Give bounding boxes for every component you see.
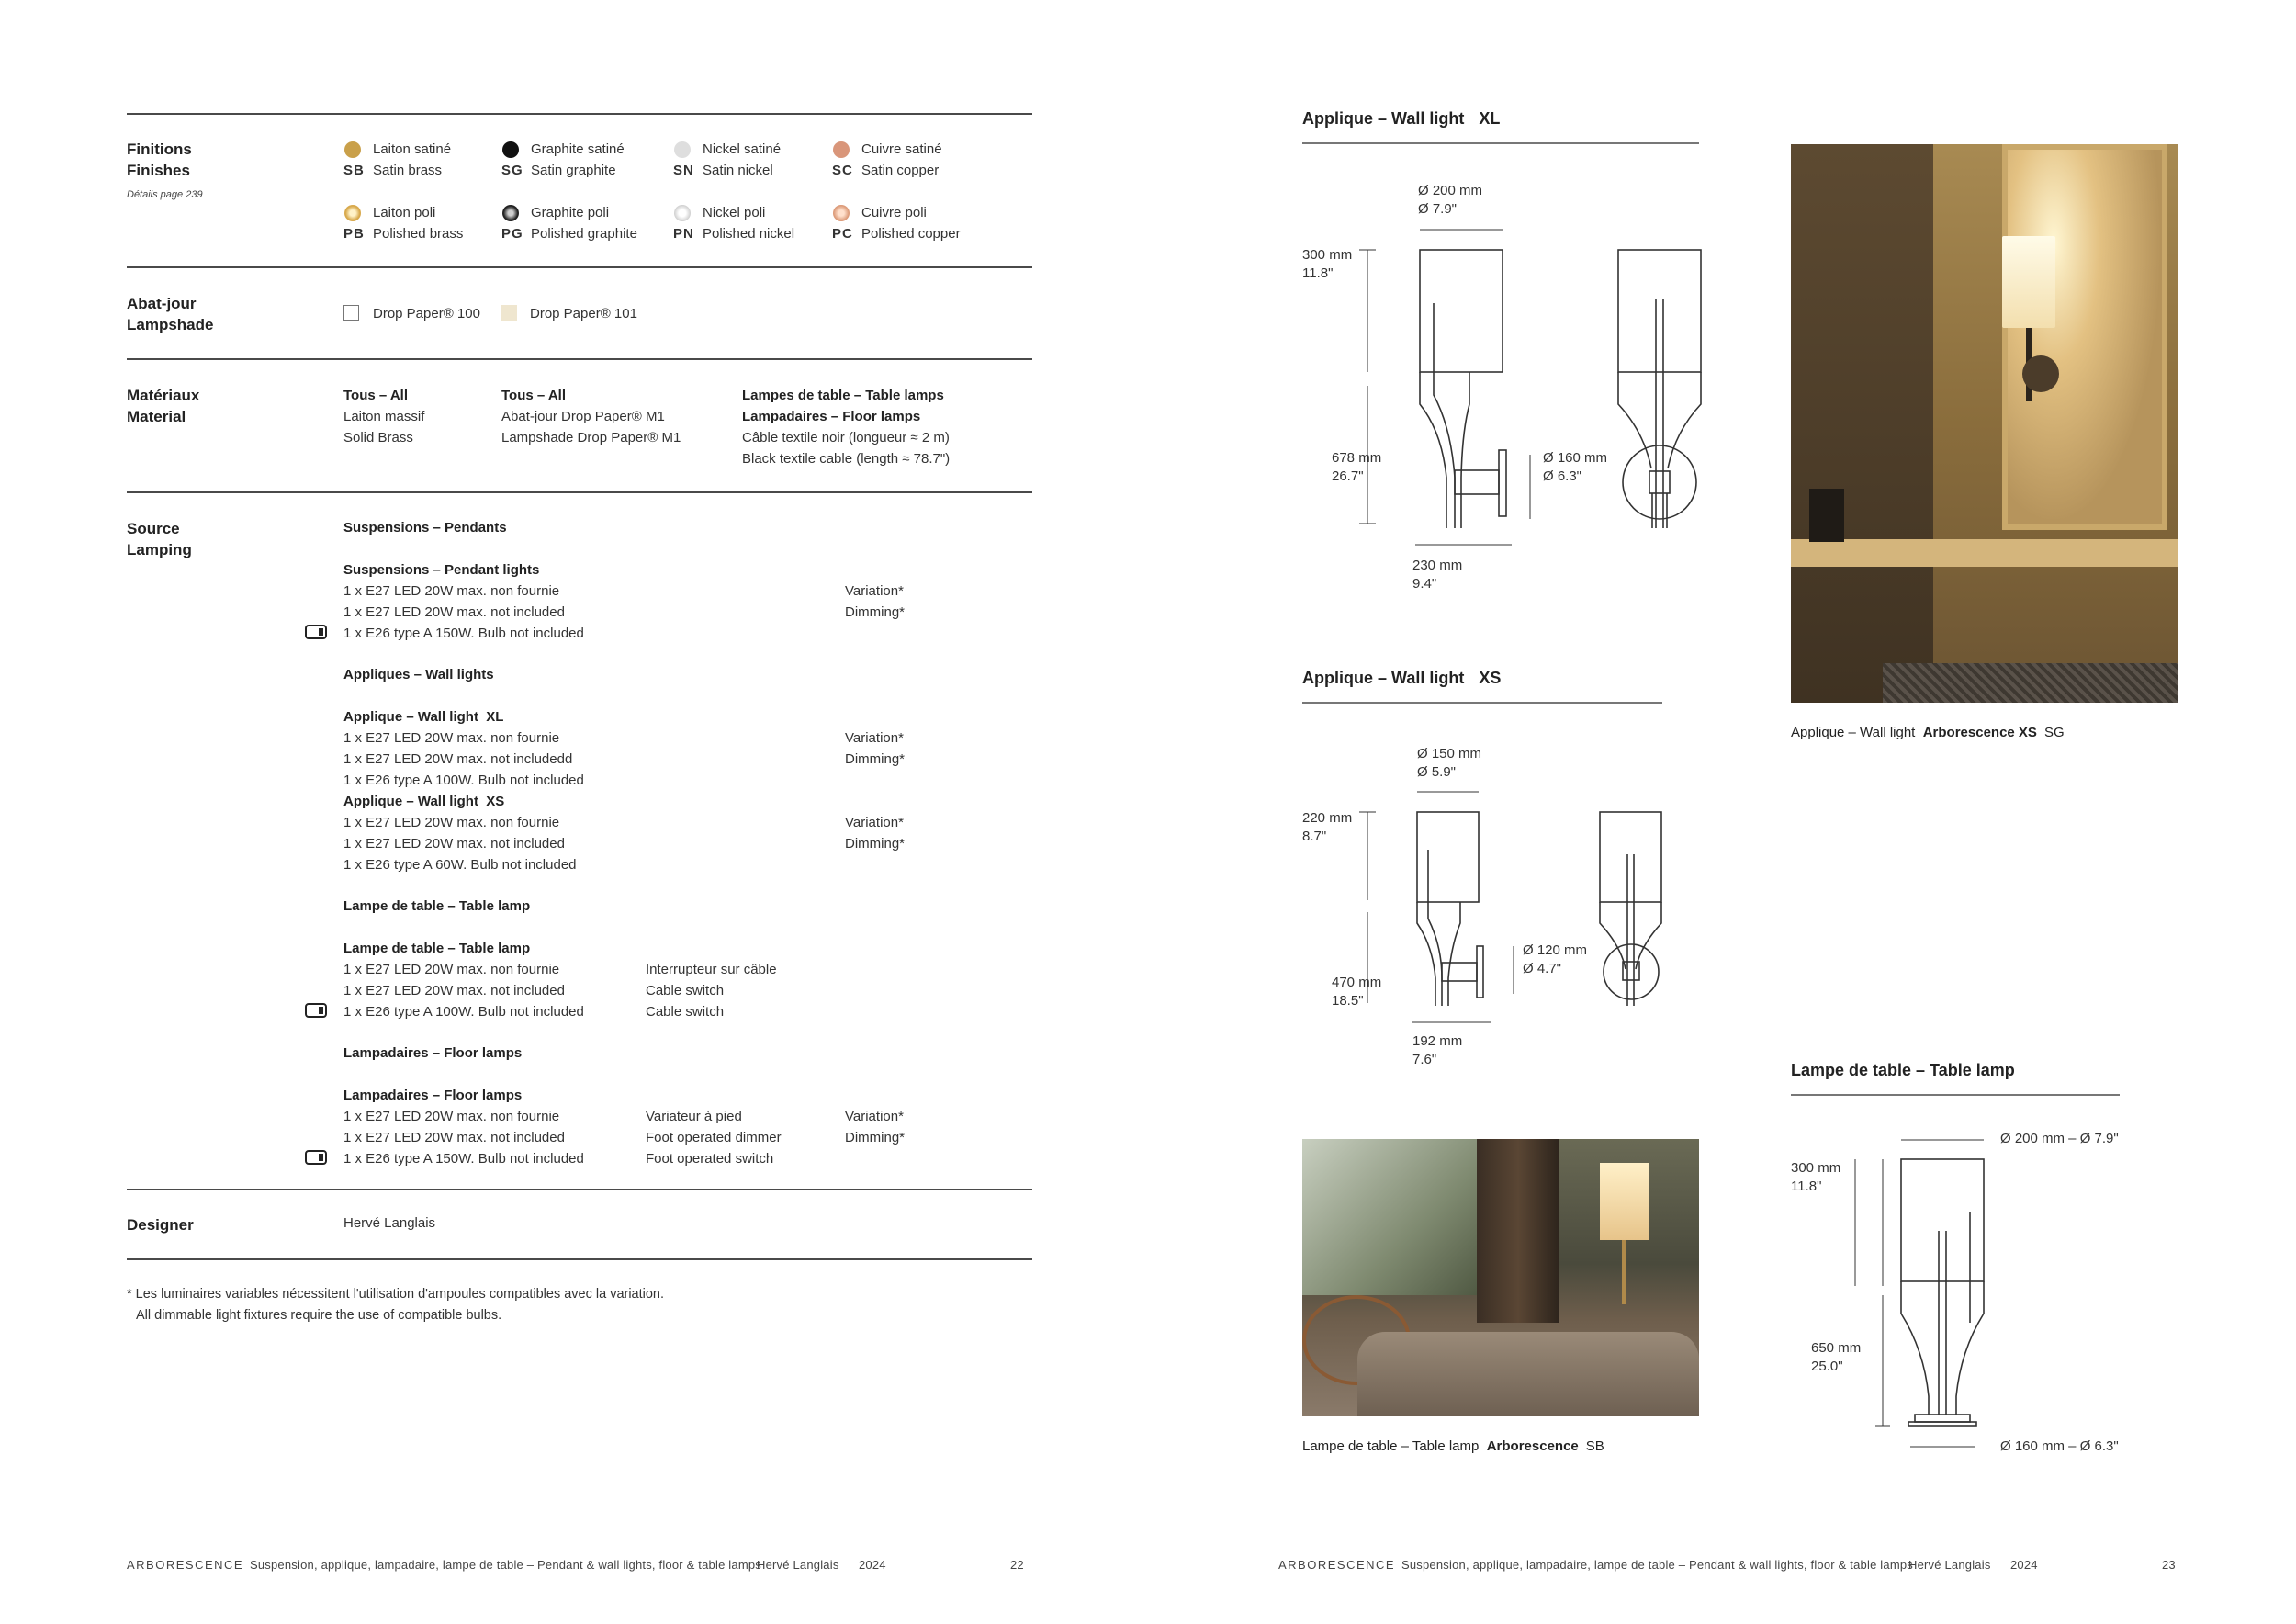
- wall-xl-title: Applique – Wall light XL: [1302, 109, 1501, 128]
- lamping-wall-xs-dimming: Variation* Dimming*: [845, 815, 906, 851]
- lampshade-option: Drop Paper® 101: [530, 306, 637, 321]
- footer-designer: Hervé Langlais: [757, 1558, 839, 1572]
- photo-table-caption: Lampe de table – Table lamp Arborescence SB: [1302, 1438, 1604, 1454]
- wall-xs-title: Applique – Wall light XS: [1302, 669, 1502, 687]
- lamping-floor-title: Lampadaires – Floor lamps: [343, 1045, 523, 1061]
- material-col1: Tous – All Laiton massif Solid Brass: [343, 388, 425, 445]
- page-number: 23: [2162, 1558, 2176, 1572]
- lamping-wall-xl: Applique – Wall light XL 1 x E27 LED 20W max. non fournie 1 x E27 LED 20W max. not includedd 1 x E26 type A 100W. Bulb not included Applique – Wall light XS 1 x E27 LED 20W max. non fournie 1 x E27 LED 20W max. not included 1 x E26 type A 60W. Bulb not included: [343, 709, 584, 873]
- table-lamp-diameter: Ø 200 mm – Ø 7.9": [2000, 1131, 2119, 1146]
- page-number: 22: [1010, 1558, 1024, 1572]
- footer-year: 2024: [2010, 1558, 2038, 1572]
- lampshade-option: Drop Paper® 100: [373, 306, 480, 321]
- material-label: Matériaux Material: [127, 387, 200, 425]
- table-lamp-title: Lampe de table – Table lamp: [1791, 1061, 2015, 1079]
- wall-xl-diameter: Ø 200 mm Ø 7.9": [1418, 183, 1483, 217]
- lamping-pendants: Suspensions – Pendant lights 1 x E27 LED 20W max. non fournie 1 x E27 LED 20W max. not included 1 x E26 type A 150W. Bulb not included: [343, 562, 584, 641]
- wall-xl-shade-height: 300 mm 11.8": [1302, 247, 1353, 281]
- wall-xl-depth: 230 mm 9.4": [1412, 558, 1463, 592]
- wall-xs-diameter: Ø 150 mm Ø 5.9": [1417, 746, 1482, 780]
- wall-xs-plate-diameter: Ø 120 mm Ø 4.7": [1523, 942, 1588, 976]
- lamping-table: Lampe de table – Table lamp 1 x E27 LED 20W max. non fournie 1 x E27 LED 20W max. not included 1 x E26 type A 100W. Bulb not included: [343, 941, 584, 1020]
- lamping-wall-xl-dimming: Variation* Dimming*: [845, 730, 906, 767]
- wall-xl-plate-diameter: Ø 160 mm Ø 6.3": [1543, 450, 1608, 484]
- lamping-floor-dimming: Variation* Dimming*: [845, 1109, 906, 1145]
- wall-xs-shade-height: 220 mm 8.7": [1302, 810, 1353, 844]
- footer-year: 2024: [859, 1558, 886, 1572]
- lamping-pendants-title: Suspensions – Pendants: [343, 520, 507, 536]
- wall-xs-depth: 192 mm 7.6": [1412, 1033, 1463, 1067]
- finishes-label: Finitions Finishes Détails page 239: [127, 141, 203, 200]
- lamping-floor-switch: Variateur à pied Foot operated dimmer Foot operated switch: [646, 1109, 782, 1167]
- photo-wall-caption: Applique – Wall light Arborescence XS SG: [1791, 725, 2065, 740]
- lampshade-label: Abat-jour Lampshade: [127, 295, 214, 333]
- wall-xl-total-height: 678 mm 26.7": [1332, 450, 1382, 484]
- footer-brand: ARBORESCENCE: [1278, 1558, 1396, 1572]
- lamping-table-title: Lampe de table – Table lamp: [343, 898, 531, 914]
- wall-xs-total-height: 470 mm 18.5": [1332, 975, 1382, 1009]
- table-lamp-total-height: 650 mm 25.0": [1811, 1340, 1862, 1374]
- lamping-wall-title: Appliques – Wall lights: [343, 667, 494, 682]
- footer-description: Suspension, applique, lampadaire, lampe de table – Pendant & wall lights, floor & table lamps: [1401, 1558, 1913, 1572]
- material-col3: Lampes de table – Table lamps Lampadaires – Floor lamps Câble textile noir (longueur ≈ 2 m) Black textile cable (length ≈ 78.7"): [742, 388, 951, 467]
- footnote: * Les luminaires variables nécessitent l'utilisation d'ampoules compatibles avec la variation. All dimmable light fixtures require the use of compatible bulbs.: [127, 1287, 665, 1323]
- designer-name: Hervé Langlais: [343, 1215, 436, 1231]
- table-lamp-shade-height: 300 mm 11.8": [1791, 1160, 1841, 1194]
- lamping-pendants-dimming: Variation* Dimming*: [845, 583, 906, 620]
- lamping-floor: Lampadaires – Floor lamps 1 x E27 LED 20W max. non fournie 1 x E27 LED 20W max. not included 1 x E26 type A 150W. Bulb not included: [343, 1088, 584, 1167]
- footer-description: Suspension, applique, lampadaire, lampe de table – Pendant & wall lights, floor & table lamps: [250, 1558, 761, 1572]
- designer-label: Designer: [127, 1216, 194, 1234]
- lamping-table-switch: Interrupteur sur câble Cable switch Cable switch: [646, 962, 777, 1020]
- table-lamp-base-diameter: Ø 160 mm – Ø 6.3": [2000, 1438, 2119, 1454]
- material-col2: Tous – All Abat-jour Drop Paper® M1 Lampshade Drop Paper® M1: [501, 388, 681, 445]
- footer-brand: ARBORESCENCE: [127, 1558, 244, 1572]
- lamping-label: Source Lamping: [127, 520, 192, 558]
- footer-designer: Hervé Langlais: [1908, 1558, 1991, 1572]
